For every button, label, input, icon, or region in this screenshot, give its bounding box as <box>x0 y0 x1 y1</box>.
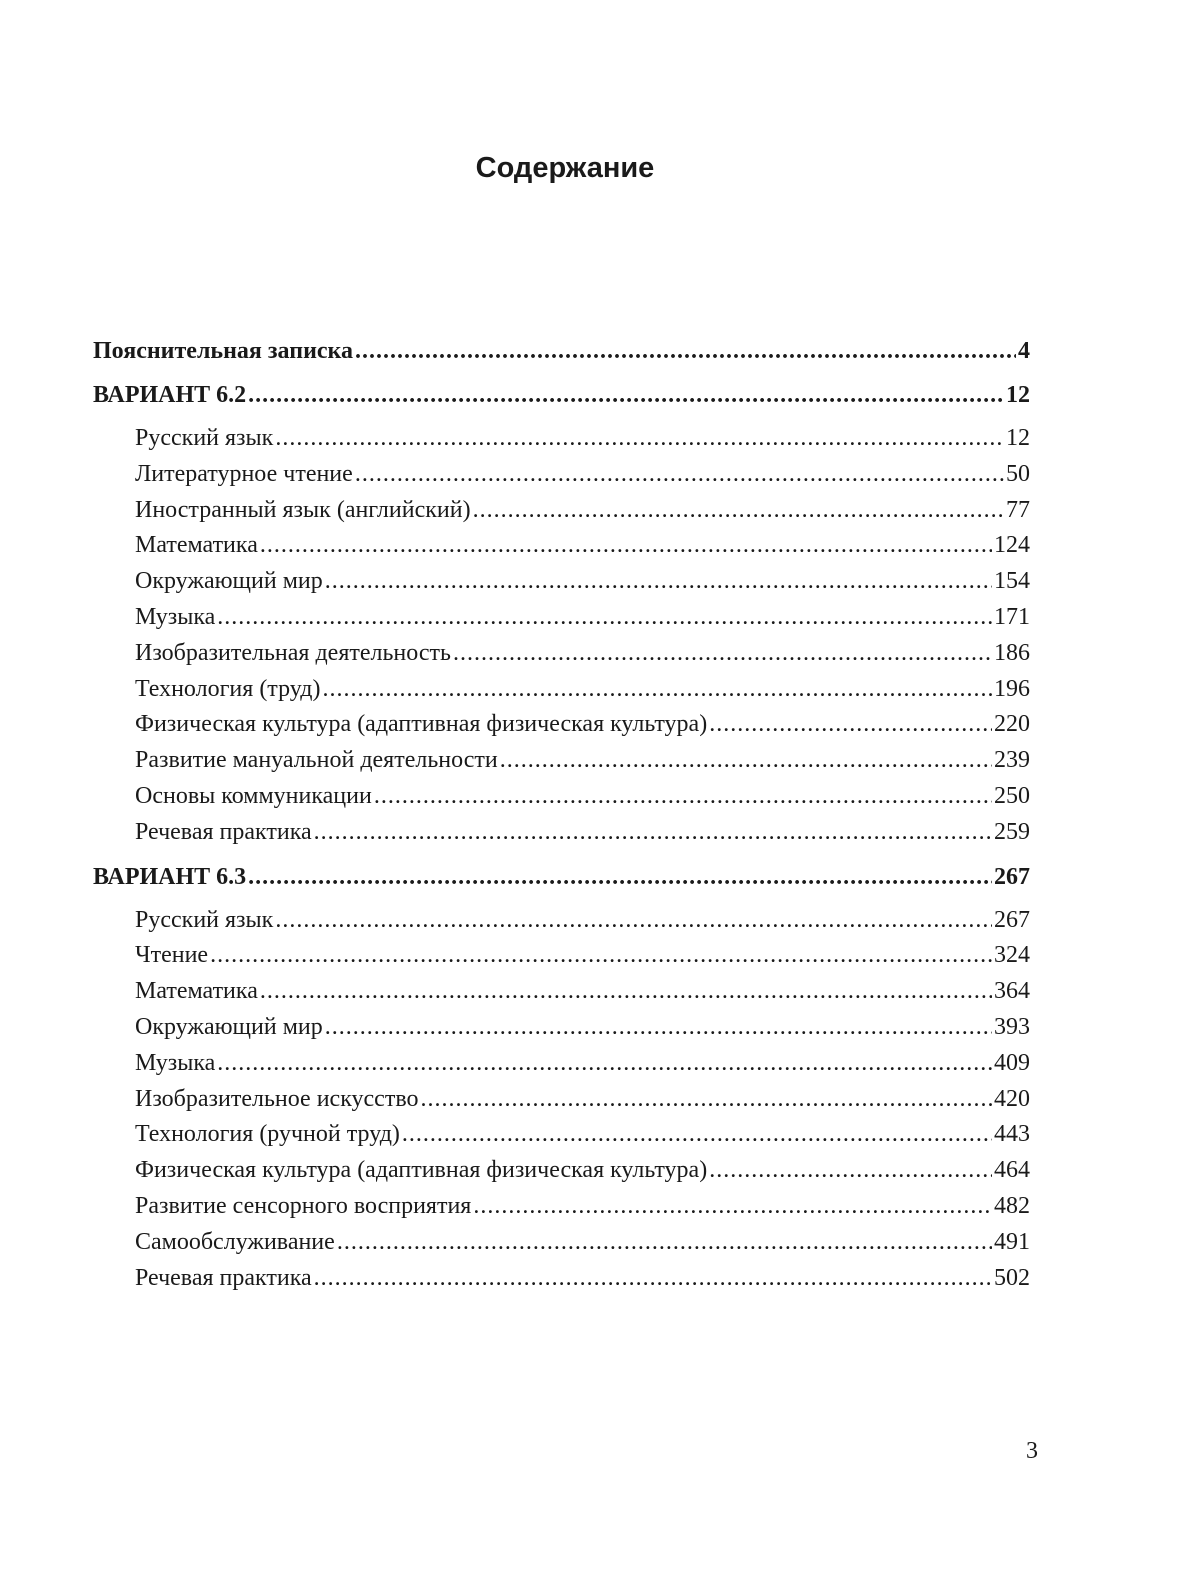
dot-leader <box>210 938 992 974</box>
dot-leader <box>473 493 1004 529</box>
toc-item-page: 259 <box>994 818 1030 845</box>
toc-item[interactable] <box>93 564 1030 600</box>
dot-leader <box>500 743 992 779</box>
toc-entry-intro[interactable] <box>93 333 1030 377</box>
toc-entry-label: Пояснительная записка <box>93 338 354 364</box>
dot-leader <box>275 421 1004 457</box>
toc-section-variant-6-2[interactable] <box>93 377 1030 421</box>
toc-item-label: Речевая практика <box>135 818 312 845</box>
toc-item[interactable] <box>93 600 1030 636</box>
toc-item[interactable] <box>93 938 1030 974</box>
toc-item-label: Речевая практика <box>135 1264 312 1291</box>
dot-leader <box>217 600 992 636</box>
dot-leader <box>275 903 992 939</box>
dot-leader <box>402 1117 992 1153</box>
toc-item-page: 50 <box>1006 460 1030 487</box>
dot-leader <box>709 707 992 743</box>
dot-leader <box>355 457 1004 493</box>
dot-leader <box>473 1189 992 1225</box>
toc-item[interactable] <box>93 636 1030 672</box>
toc-item[interactable] <box>93 743 1030 779</box>
toc-item-page: 239 <box>994 747 1030 774</box>
toc-item-label: Физическая культура (адаптивная физическая культура) <box>135 711 708 738</box>
toc-item-label: Музыка <box>135 603 216 630</box>
toc-item-label: Технология (труд) <box>135 675 321 702</box>
toc-item[interactable] <box>93 1082 1030 1118</box>
toc-item-label: Технология (ручной труд) <box>135 1121 400 1148</box>
toc-item-label: Русский язык <box>135 906 274 933</box>
toc-item-page: 196 <box>994 675 1030 702</box>
dot-leader <box>355 333 1016 369</box>
toc-item-label: Изобразительная деятельность <box>135 639 451 666</box>
page-number: 3 <box>1026 1438 1038 1464</box>
toc-item-label: Математика <box>135 978 258 1005</box>
dot-leader <box>325 1010 992 1046</box>
toc-item[interactable] <box>93 672 1030 708</box>
dot-leader <box>337 1225 992 1261</box>
toc-item-label: Развитие сенсорного восприятия <box>135 1192 472 1219</box>
toc-item[interactable] <box>93 1153 1030 1189</box>
toc-item[interactable] <box>93 1117 1030 1153</box>
dot-leader <box>248 377 1004 413</box>
toc-item[interactable] <box>93 1225 1030 1261</box>
toc-section-variant-6-3[interactable] <box>93 859 1030 903</box>
toc-item-label: Математика <box>135 532 258 559</box>
toc-item-label: Изобразительное искусство <box>135 1085 419 1112</box>
dot-leader <box>260 974 992 1010</box>
toc-item-page: 364 <box>994 978 1030 1005</box>
toc-item-page: 154 <box>994 568 1030 595</box>
toc-item-page: 220 <box>994 711 1030 738</box>
toc-item-label: Основы коммуникации <box>135 782 372 809</box>
dot-leader <box>260 528 992 564</box>
toc-item-page: 124 <box>994 532 1030 559</box>
toc-item-page: 502 <box>994 1264 1030 1291</box>
toc-entry-page: 4 <box>1018 338 1030 364</box>
dot-leader <box>217 1046 992 1082</box>
page-title: Содержание <box>475 152 655 184</box>
dot-leader <box>453 636 992 672</box>
toc-section-label: ВАРИАНТ 6.3 <box>93 863 247 890</box>
toc-item[interactable] <box>93 815 1030 851</box>
section-spacer <box>93 851 1030 859</box>
dot-leader <box>374 779 992 815</box>
toc-item-page: 420 <box>994 1085 1030 1112</box>
toc-item[interactable] <box>93 974 1030 1010</box>
toc-item[interactable] <box>93 903 1030 939</box>
toc-item-label: Русский язык <box>135 425 274 451</box>
toc-item-page: 324 <box>994 942 1030 969</box>
toc-item-label: Развитие мануальной деятельности <box>135 747 498 774</box>
toc-item-page: 186 <box>994 639 1030 666</box>
dot-leader <box>322 672 992 708</box>
toc-item[interactable] <box>93 1046 1030 1082</box>
toc-item[interactable] <box>93 421 1030 457</box>
dot-leader <box>709 1153 992 1189</box>
toc-item-page: 393 <box>994 1013 1030 1040</box>
toc-section-page: 12 <box>1006 382 1030 408</box>
toc-section-label: ВАРИАНТ 6.2 <box>93 382 247 408</box>
toc-item-label: Иностранный язык (английский) <box>135 496 471 523</box>
toc-item-label: Физическая культура (адаптивная физическая культура) <box>135 1157 708 1184</box>
toc-item-label: Музыка <box>135 1049 216 1076</box>
toc-item-page: 171 <box>994 603 1030 630</box>
toc-item-label: Литературное чтение <box>135 460 353 487</box>
toc-item-label: Окружающий мир <box>135 1013 323 1040</box>
toc-item-page: 267 <box>994 906 1030 933</box>
toc-item[interactable] <box>93 1261 1030 1297</box>
dot-leader <box>314 1261 992 1297</box>
toc-item[interactable] <box>93 457 1030 493</box>
toc-item-page: 12 <box>1006 425 1030 451</box>
toc-item[interactable] <box>93 707 1030 743</box>
toc-item-page: 482 <box>994 1192 1030 1219</box>
toc-item[interactable] <box>93 1010 1030 1046</box>
toc-item[interactable] <box>93 528 1030 564</box>
toc-item-page: 77 <box>1006 496 1030 523</box>
toc-section-page: 267 <box>994 863 1030 890</box>
toc-item-label: Самообслуживание <box>135 1228 335 1255</box>
toc-item-label: Окружающий мир <box>135 568 323 595</box>
toc-item-page: 443 <box>994 1121 1030 1148</box>
toc-item[interactable] <box>93 779 1030 815</box>
toc-item-page: 409 <box>994 1049 1030 1076</box>
table-of-contents <box>93 333 1030 1296</box>
toc-item-page: 464 <box>994 1157 1030 1184</box>
dot-leader <box>248 859 992 895</box>
toc-item-page: 491 <box>994 1228 1030 1255</box>
toc-item[interactable] <box>93 1189 1030 1225</box>
toc-item-page: 250 <box>994 782 1030 809</box>
toc-item[interactable] <box>93 493 1030 529</box>
dot-leader <box>325 564 992 600</box>
toc-item-label: Чтение <box>135 942 209 969</box>
dot-leader <box>421 1082 993 1118</box>
dot-leader <box>314 815 992 851</box>
